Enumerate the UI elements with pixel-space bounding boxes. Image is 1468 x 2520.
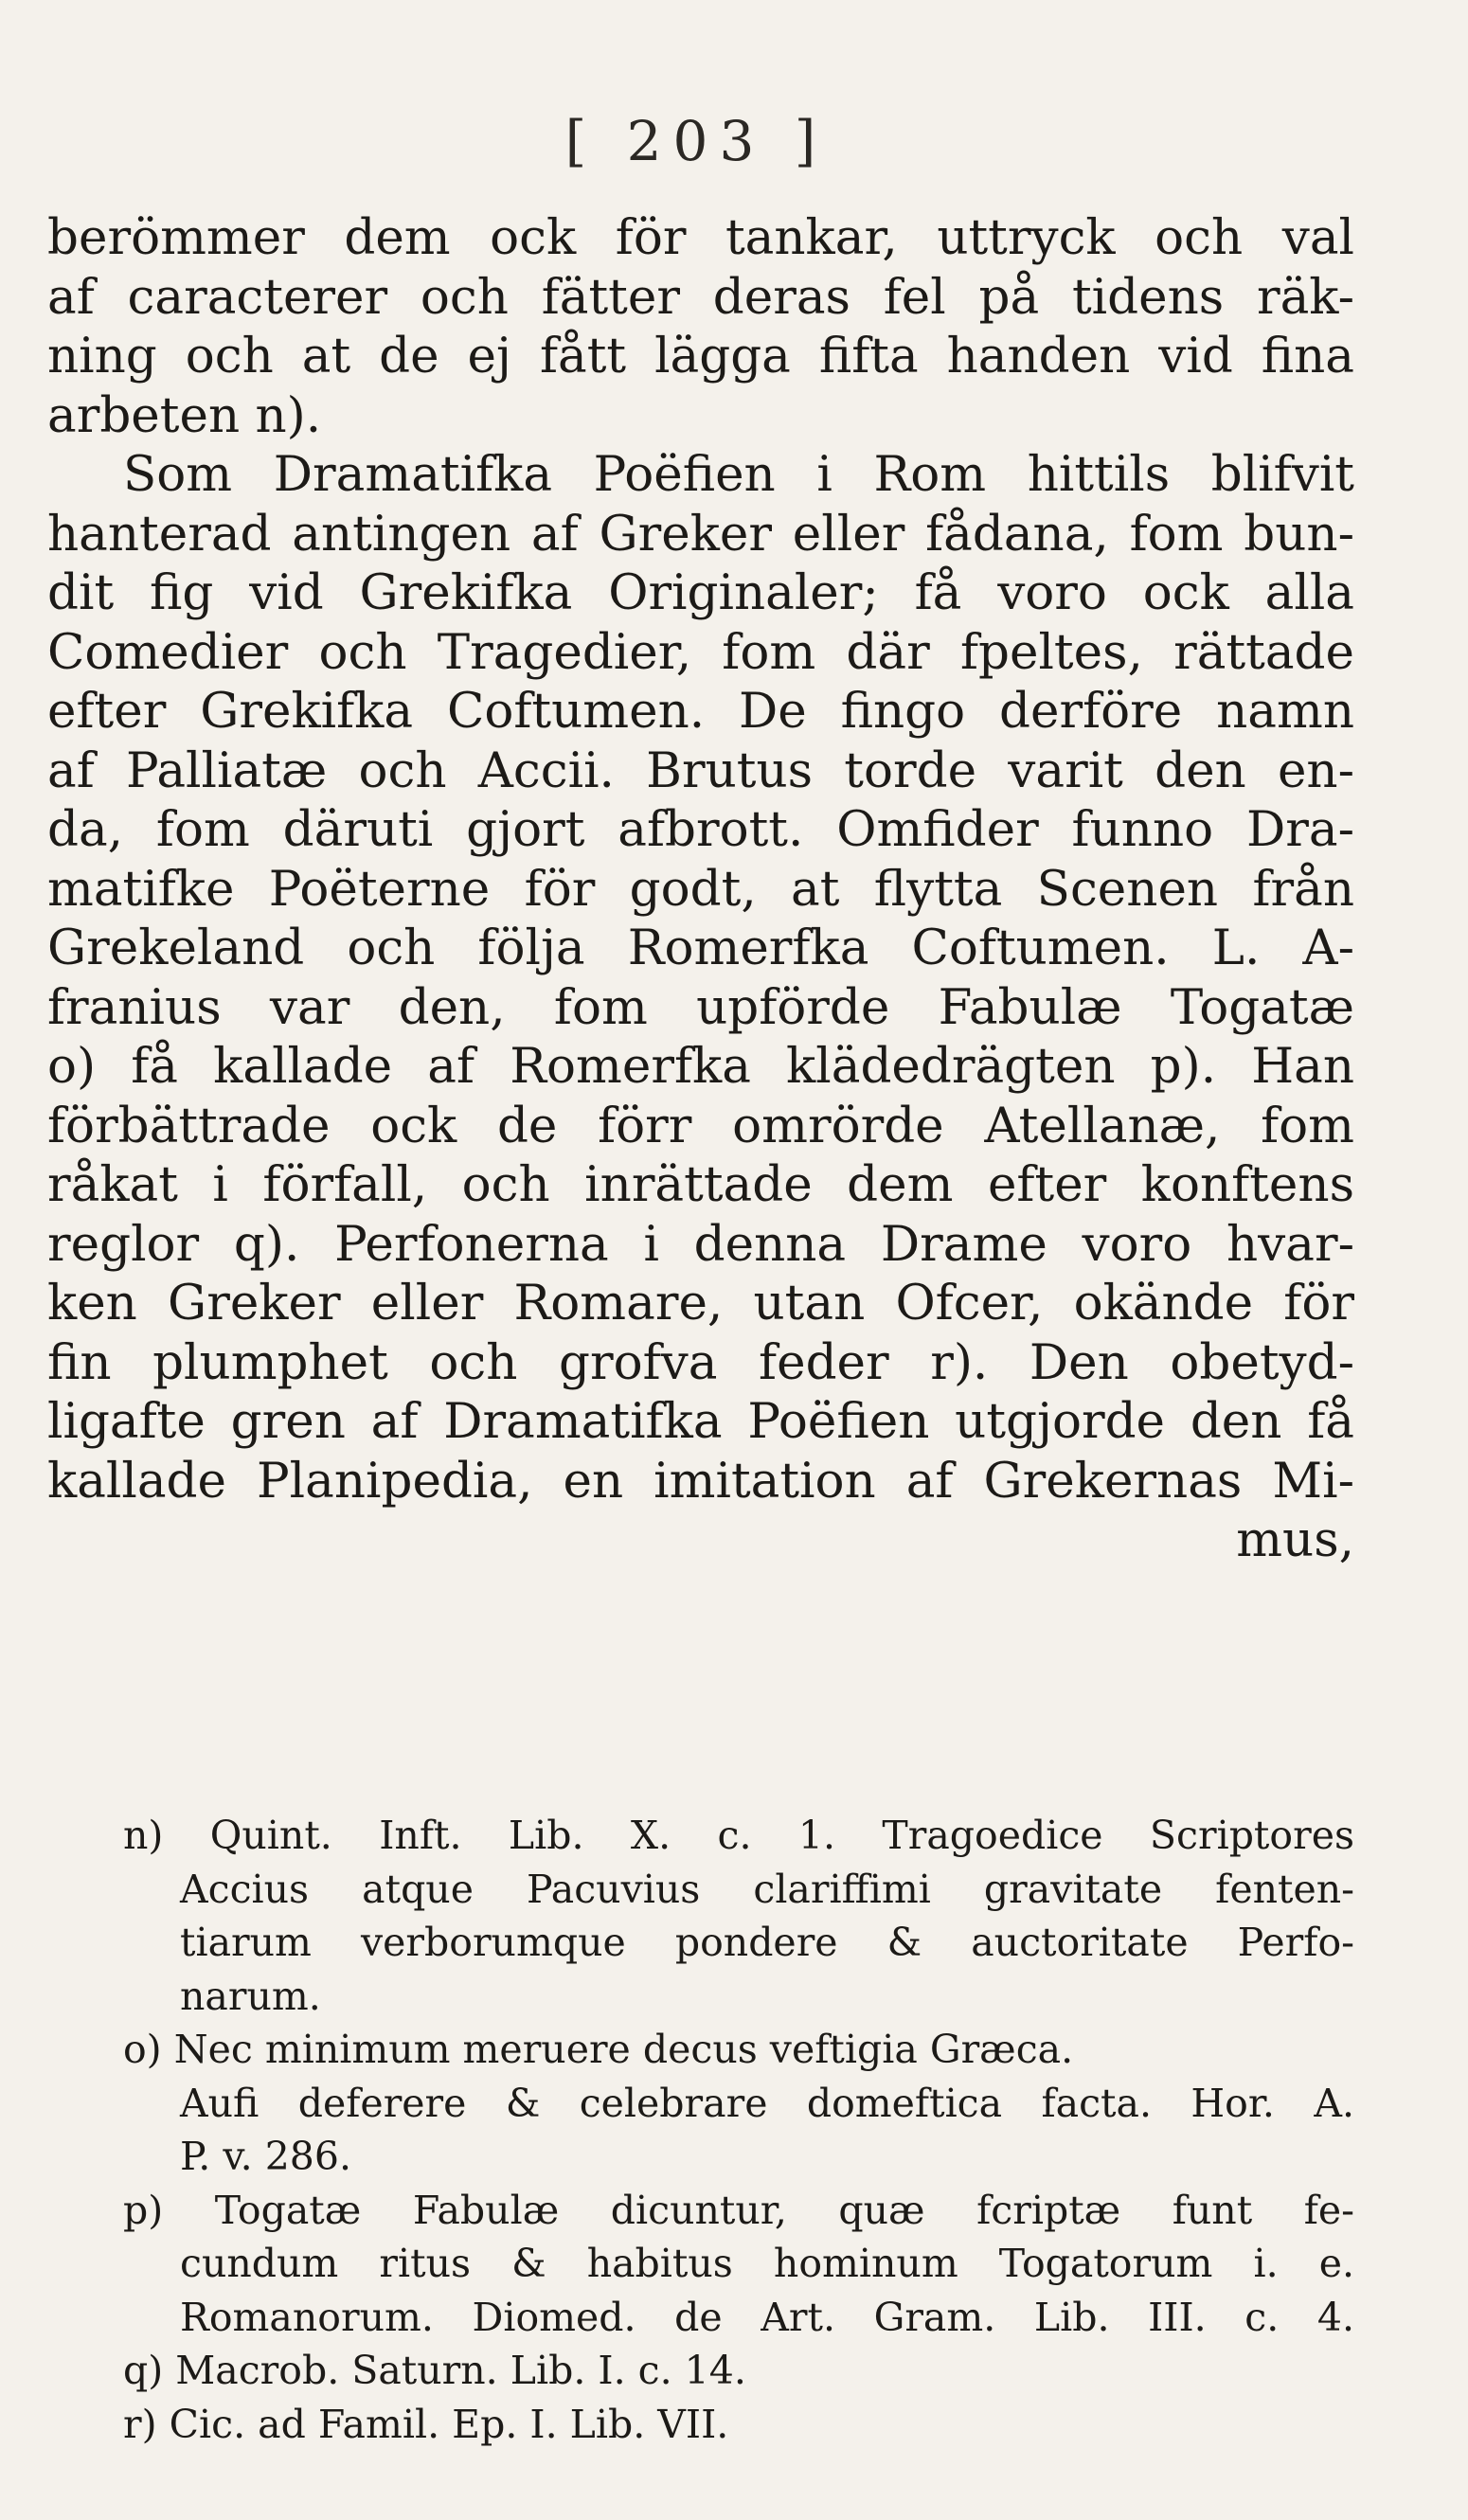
body-line: ken Greker eller Romare, utan Ofcer, okände för — [47, 1275, 1354, 1331]
footnote-line: Accius atque Pacuvius clariffimi gravitate fenten- — [180, 1866, 1354, 1912]
body-line: franius var den, fom upförde Fabulæ Togatæ — [47, 978, 1354, 1036]
footnote-line: P. v. 286. — [180, 2134, 351, 2179]
body-line: kallade Planipedia, en imitation af Grekernas Mi- — [47, 1452, 1354, 1510]
body-line: fin plumphet och grofva feder r). Den obetyd- — [47, 1333, 1354, 1391]
footnote-line: Romanorum. Diomed. de Art. Gram. Lib. III. c. 4. — [180, 2294, 1354, 2340]
footnote-line: tiarum verborumque pondere & auctoritate Perfo- — [180, 1920, 1354, 1965]
footnote-line: cundum ritus & habitus hominum Togatorum i. e. — [180, 2241, 1354, 2286]
body-line: råkat i förfall, och inrättade dem efter konftens — [47, 1156, 1354, 1213]
body-line: förbättrade ock de förr omrörde Atellanæ, fom — [47, 1097, 1354, 1154]
body-line: ligafte gren af Dramatifka Poëfien utgjorde den få — [47, 1393, 1354, 1450]
body-line: Grekeland och följa Romerfka Coftumen. L. A- — [47, 920, 1354, 976]
body-text — [47, 208, 1354, 1570]
body-line: matifke Poëterne för godt, at flytta Scenen från — [47, 860, 1354, 918]
body-line: af caracterer och fätter deras fel på tidens räk- — [47, 268, 1354, 326]
footnote-line: Aufi deferere & celebrare domeftica facta. Hor. A. — [180, 2080, 1354, 2126]
body-line: arbeten n). — [47, 386, 322, 444]
body-line: berömmer dem ock för tankar, uttryck och val — [47, 209, 1354, 266]
body-line: Som Dramatifka Poëfien i Rom hittils blifvit — [123, 446, 1354, 503]
catchword: mus, — [1236, 1511, 1354, 1568]
footnote-line: q) Macrob. Saturn. Lib. I. c. 14. — [123, 2348, 746, 2393]
footnote-line: r) Cic. ad Famil. Ep. I. Lib. VII. — [123, 2401, 729, 2447]
footnotes — [47, 1809, 1354, 2451]
body-line: da, fom däruti gjort afbrott. Omfider funno Dra- — [47, 801, 1354, 858]
footnote-line: n) Quint. Inft. Lib. X. c. 1. Tragoedice Scriptores — [123, 1813, 1354, 1858]
body-line: o) få kallade af Romerfka klädedrägten p). Han — [47, 1038, 1354, 1095]
page-number: [ 203 ] — [564, 109, 828, 173]
footnote-line: o) Nec minimum meruere decus veftigia Græca. — [123, 2027, 1074, 2072]
body-line: ning och at de ej fått lägga fifta handen vid fina — [47, 328, 1354, 384]
body-line: hanterad antingen af Greker eller fådana, fom bun- — [47, 505, 1354, 563]
footnote-line: p) Togatæ Fabulæ dicuntur, quæ fcriptæ funt fe- — [123, 2187, 1354, 2233]
footnote-line: narum. — [180, 1973, 321, 2019]
body-line: reglor q). Perfonerna i denna Drame voro hvar- — [47, 1215, 1354, 1273]
body-line: Comedier och Tragedier, fom där fpeltes, rättade — [47, 623, 1354, 681]
body-line: af Palliatæ och Accii. Brutus torde varit den en- — [47, 742, 1354, 799]
body-line: dit fig vid Grekifka Originaler; få voro ock alla — [47, 564, 1354, 621]
body-line: efter Grekifka Coftumen. De fingo derföre namn — [47, 683, 1354, 740]
